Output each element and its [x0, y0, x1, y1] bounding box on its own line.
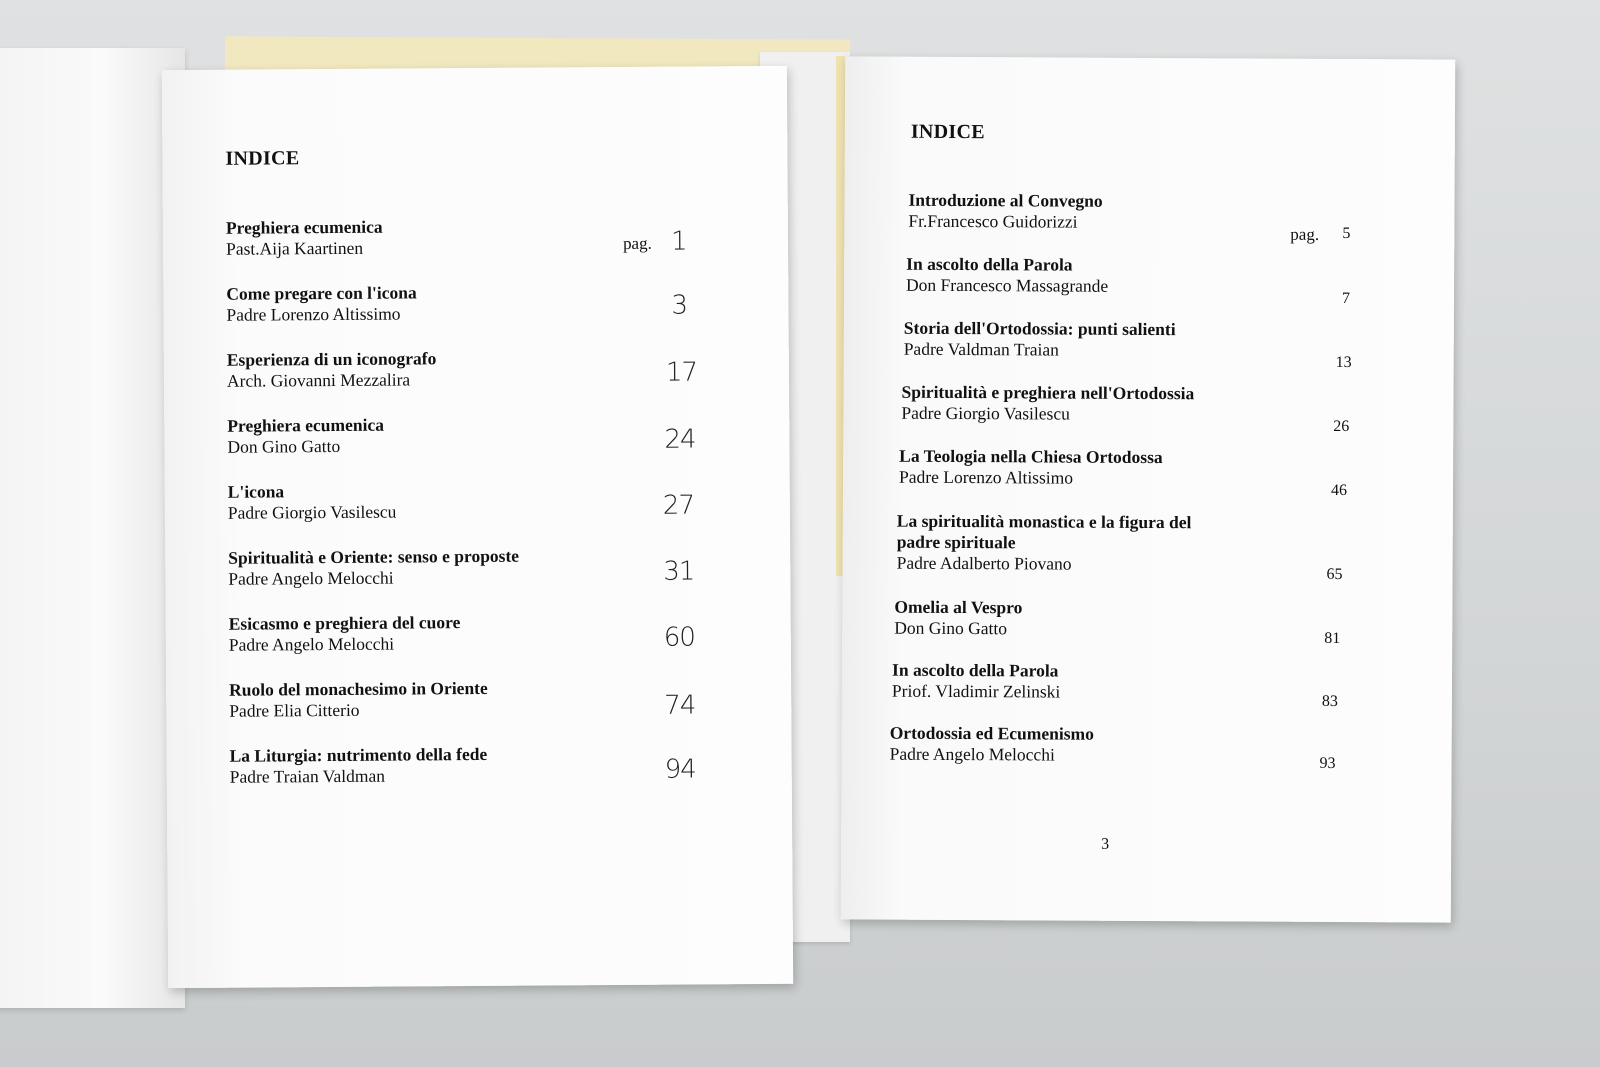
toc-page-number: 81	[1324, 629, 1341, 648]
left-index-page	[162, 66, 793, 988]
toc-entry-title: Come pregare con l'icona	[226, 282, 417, 304]
toc-entry-title: La Liturgia: nutrimento della fede	[229, 743, 488, 766]
toc-page-number-handwritten: 1	[670, 226, 687, 257]
toc-entry-author: Padre Angelo Melocchi	[228, 567, 394, 589]
toc-entry-title: Storia dell'Ortodossia: punti salienti	[903, 317, 1176, 340]
toc-entry-author: Arch. Giovanni Mezzalira	[226, 369, 411, 391]
toc-entry	[890, 723, 1094, 766]
toc-entry-author: Padre Lorenzo Altissimo	[899, 466, 1074, 488]
toc-entry-author: Padre Elia Citterio	[229, 699, 360, 721]
left-index-heading: INDICE	[225, 147, 300, 170]
toc-page-number: 7	[1341, 290, 1351, 308]
toc-entry-title: Ruolo del monachesimo in Oriente	[229, 677, 488, 700]
toc-entry-author: Fr.Francesco Guidorizzi	[908, 210, 1078, 232]
toc-entry-title: Esperienza di un iconografo	[226, 348, 437, 370]
toc-entry	[901, 382, 1194, 426]
right-index-heading: INDICE	[910, 120, 985, 144]
toc-page-number: 83	[1321, 692, 1338, 710]
toc-entry-author: Priof. Vladimir Zelinski	[891, 680, 1061, 702]
toc-entry	[906, 254, 1108, 297]
toc-entry-title: Omelia al Vespro	[894, 596, 1023, 618]
toc-page-number: 13	[1335, 353, 1352, 372]
toc-entry	[229, 612, 461, 656]
toc-page-number-handwritten: 27	[662, 490, 695, 521]
toc-entry	[229, 678, 488, 722]
toc-entry-author: Don Gino Gatto	[894, 617, 1008, 639]
toc-entry-author: Padre Traian Valdman	[229, 765, 386, 787]
toc-page-number: 26	[1333, 417, 1350, 436]
toc-entry	[226, 282, 417, 325]
toc-entry-author: Padre Angelo Melocchi	[889, 743, 1055, 765]
toc-entry-title-continued: padre spirituale	[896, 531, 1016, 553]
toc-entry-title: Preghiera ecumenica	[227, 414, 384, 436]
right-index-page	[841, 56, 1456, 922]
toc-entry	[227, 348, 437, 391]
toc-entry-title: La Teologia nella Chiesa Ortodossa	[899, 445, 1163, 468]
toc-entry-title: In ascolto della Parola	[892, 659, 1059, 681]
toc-entry	[899, 446, 1163, 489]
toc-entry-title: Introduzione al Convegno	[908, 189, 1103, 211]
toc-entry-title: Esicasmo e preghiera del cuore	[228, 612, 461, 634]
toc-entry-title: In ascolto della Parola	[906, 253, 1073, 275]
toc-entry-author: Padre Giorgio Vasilescu	[227, 501, 397, 523]
book-left-cover	[0, 48, 185, 1008]
toc-page-number-handwritten: 94	[664, 754, 696, 785]
toc-page-number: 46	[1330, 481, 1348, 500]
toc-entry-title: Spiritualità e Oriente: senso e proposte	[228, 545, 520, 568]
pag-label: pag.	[1290, 224, 1320, 244]
toc-entry-title: Spiritualità e preghiera nell'Ortodossia	[901, 381, 1195, 404]
toc-entry-author: Padre Giorgio Vasilescu	[901, 402, 1070, 424]
toc-entry-title: L'icona	[227, 481, 285, 502]
toc-page-number-handwritten: 24	[664, 424, 696, 455]
toc-entry-author: Don Gino Gatto	[227, 435, 341, 457]
toc-page-number-handwritten: 17	[665, 357, 698, 388]
toc-entry-author: Don Francesco Massagrande	[906, 274, 1109, 296]
toc-entry	[892, 660, 1061, 703]
toc-entry-author: Padre Valdman Traian	[903, 338, 1060, 360]
pag-label: pag.	[622, 233, 652, 253]
toc-entry	[897, 511, 1192, 576]
toc-page-number-handwritten: 60	[663, 622, 695, 653]
toc-entry	[230, 744, 488, 788]
toc-entry	[894, 597, 1022, 640]
toc-entry	[228, 481, 397, 524]
toc-entry-author: Padre Adalberto Piovano	[896, 552, 1072, 574]
toc-entry-author: Padre Angelo Melocchi	[228, 633, 395, 655]
toc-page-number-handwritten: 31	[663, 556, 695, 587]
toc-entry	[908, 190, 1102, 233]
toc-entry	[226, 217, 383, 260]
toc-entry-title: La spiritualità monastica e la figura del	[896, 510, 1192, 533]
toc-entry-author: Past.Aija Kaartinen	[225, 237, 364, 259]
toc-entry	[227, 415, 384, 458]
toc-entry	[228, 546, 519, 590]
toc-page-number-handwritten: 74	[664, 690, 696, 721]
toc-page-number: 5	[1342, 225, 1351, 243]
toc-page-number-handwritten: 3	[671, 290, 688, 321]
toc-entry-author: Padre Lorenzo Altissimo	[226, 303, 401, 325]
toc-entry	[904, 318, 1176, 361]
toc-page-number: 65	[1326, 565, 1343, 584]
page-folio-number: 3	[1101, 835, 1110, 853]
toc-page-number: 93	[1319, 754, 1336, 772]
toc-entry-title: Preghiera ecumenica	[225, 216, 383, 238]
toc-entry-title: Ortodossia ed Ecumenismo	[889, 722, 1094, 744]
